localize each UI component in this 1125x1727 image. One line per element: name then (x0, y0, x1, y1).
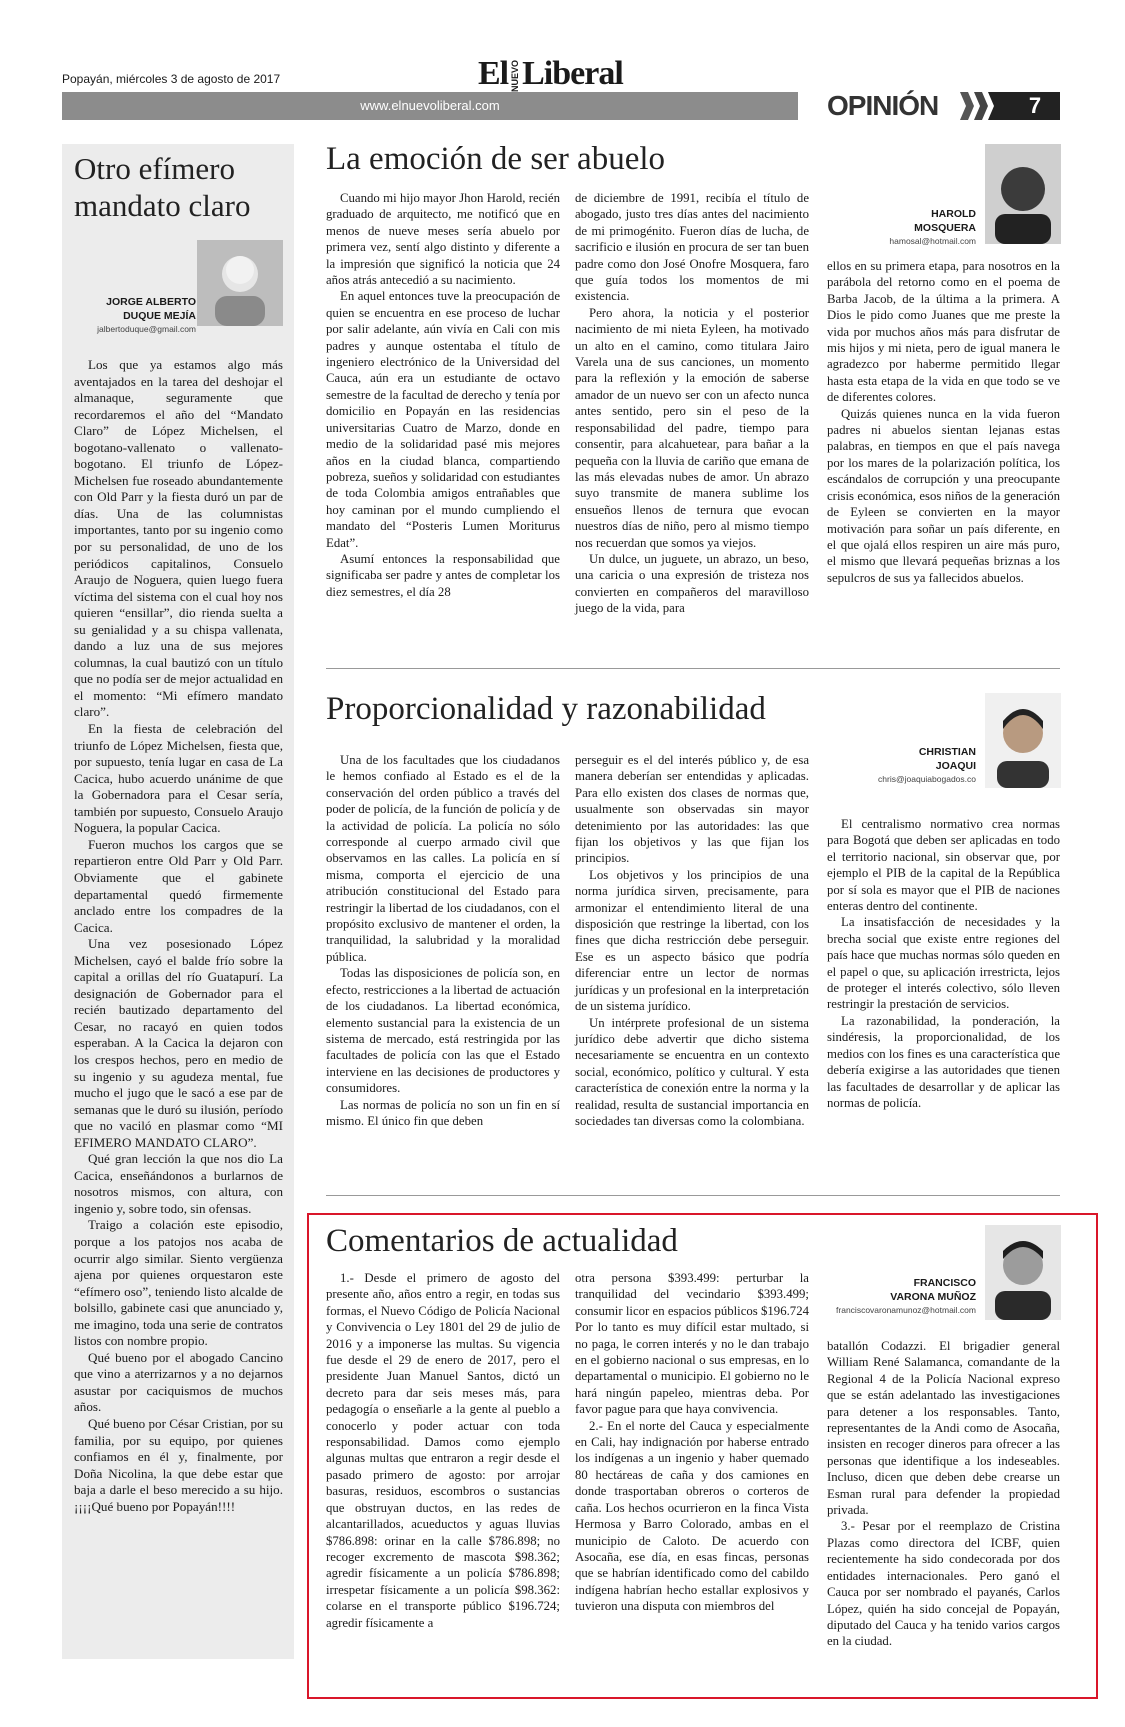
masthead-logo[interactable] (478, 55, 623, 93)
proporcionalidad-col2 (575, 752, 809, 1129)
paragraph: Cuando mi hijo mayor Jhon Harold, recién graduado de arquitecto, me notificó que en menos de nueve meses sería abuelo por primera vez, sentí algo distinto y diferente a la impresión que significó la noticia que 24 años atrás antecedió a su nacimiento. (326, 191, 560, 288)
proporcionalidad-title: Proporcionalidad y razonabilidad (326, 691, 766, 727)
author-photo-duque (197, 240, 283, 326)
abuelo-col3 (827, 258, 1060, 586)
paragraph: Fueron muchos los cargos que se repartieron entre Old Parr y Old Parr. Obviamente que el gabinete departamental quedó firmemente anclado entre los compadres de la Cacica. (74, 836, 283, 935)
author-photo-joaqui (985, 693, 1061, 788)
comentarios-author-email[interactable]: franciscovaronamunoz@hotmail.com (836, 1305, 976, 1315)
left-author-name: JORGE ALBERTO DUQUE MEJÍA (106, 296, 196, 322)
masthead-nuevo: NUEVO (510, 60, 521, 93)
paragraph: En aquel entonces tuve la preocupación de quien se encuentra en ese proceso de luchar por salir adelante, aún vivía en Cali con mis padres y aunque ostentaba el título de ingeniero electrónico de la Universidad del Cauca, aún era un estudiante de octavo semestre de la facultad de derecho y tenía por domicilio en Popayán en las residencias universitarias Cuatro de Marzo, donde en medio de la solidaridad pasé mis mejores años en la ciudad blanca, compartiendo pobreza, sueños y solidaridad con estudiantes de toda Colombia amigos entrañables que hoy caminan por el mundo cumpliendo el mandato del “Posteris Lumen Moriturus Edat”. (326, 289, 560, 550)
header-band (62, 92, 798, 120)
paragraph: Una vez posesionado López Michelsen, cayó el balde frío sobre la capital a orillas del río Guatapurí. La designación de Gobernador para el recién bautizado departamento del Cesar, no racayó en quien todos esperaban. A la Cacica la dejaron con los crespos hechos, pero en medio de su ingenio y su agudeza mental, fue mucho el jugo que le sacó a ese par de semanas que le duró su ilusión, período que no vaciló en plasmar como “MI EFIMERO MANDATO CLARO”. (74, 936, 283, 1150)
paragraph: otra persona $393.499: perturbar la tranquilidad del vecindario $393.499; consumir licor en espacios públicos $196.724 Por lo tanto es muy difícil estar multado, si no paga, le corren interés y no le dan trabajo en el gobierno nacional o sus empresas, en lo departamental o municipio. El gobierno no le hará ningún papeleo, mientras deba. Por favor pague para que haya convivencia. (575, 1271, 809, 1417)
comentarios-col1 (326, 1270, 560, 1631)
paragraph: 1.- Desde el primero de agosto del presente año, años entro a regir, en todas sus formas, el Nuevo Código de Policía Nacional y Convivencia o Ley 1801 del 29 de julio de 2016 y a imponerse las multas. Su vigencia fue desde el 29 de enero de 2017, pero el presidente Juan Manuel Santos, dictó un decreto para dar seis meses más, para pedagogía o enseñarle a la gente al pueblo a conocerlo y poder actuar con toda responsabilidad. Damos como ejemplo algunas multas que entraron a regir desde el pasado primero de agosto: por arrojar basuras, residuos, escombros o sustancias que obstruyan ductos, en las redes de alcantarillados, acueductos y aguas lluvias $786.898: orinar en la calle $786.898; no recoger excremento de mascota $98.362; agredir físicamente a un policía $786.898; irrespetar físicamente a un policía $98.362: colarse en el transporte público $196.724; agredir físicamente a (326, 1271, 560, 1630)
paragraph: Traigo a colación este episodio, porque a los patojos nos acaba de ocurrir algo similar. Siento vergüenza ajena por quienes orquestaron este “efímero oso”, teniendo listo alcalde de bolsillo, gabinete casi que anunciado y, me imagino, toda una serie de contratos listos con nombre propio. (74, 1217, 283, 1349)
header-date: Popayán, miércoles 3 de agosto de 2017 (62, 72, 281, 86)
paragraph: Los que ya estamos algo más aventajados en la tarea del deshojar el almanaque, seguramente que recordaremos el año del “Mandato Claro” de López Michelsen, el bogotano-vallenato o vallenato-bogotano. El triunfo de López-Michelsen fue roseado abundantemente con Old Parr y la fiesta duró un par de días. Una de las columnistas importantes, tanto por su ingenio como por su personalidad, de uno de los periódicos capitalinos, Consuelo Araujo de Noguera, quien luego fuera víctima del sistema con el cual hoy nos quieren “ensillar”, dio rienda suelta a su genialidad y a su chispa vallenata, dando a luz una de sus mejores columnas, la cual bautizó con un título que no podía ser de mejor actualidad en el momento: “Mi efímero mandato claro”. (74, 357, 283, 720)
left-author-email[interactable]: jalbertoduque@gmail.com (97, 324, 196, 334)
comentarios-title: Comentarios de actualidad (326, 1223, 678, 1259)
abuelo-col2 (575, 190, 809, 617)
section-divider (326, 668, 1060, 669)
chevron-decoration-icon (960, 92, 1014, 120)
proporcionalidad-col1 (326, 752, 560, 1129)
paragraph: Pero ahora, la noticia y el posterior nacimiento de mi nieta Eyleen, ha motivado un alto en el camino, como titulara Jairo Varela una de sus canciones, un momento para la reflexión y la emoción de saberse amador de un nuevo ser con un afecto nunca antes sentido, pero sin el peso de la responsabilidad del padre, tiempo para consentir, para alcahuetear, para bañar a la pequeña con la lluvia de cariño que emana de las más elevadas nubes de amor. Un abrazo suyo transmite de manera sublime los ensueños llenos de ternura que evocan nuestros días de niño, pero al mismo tiempo nos recuerdan que somos ya viejos. (575, 305, 809, 550)
paragraph: ellos en su primera etapa, para nosotros en la parábola del retorno como en el poema de Barba Jacob, de la última a la primera. A Dios le pido como Juanes que me preste la vida por muchos años más para disfrutar de mis hijos y mi nieta, pero de igual manera le agradezco por haberme permitido llegar hasta esta etapa de la vida en que todo se ve de diferentes colores. (827, 259, 1060, 405)
site-url[interactable]: www.elnuevoliberal.com (360, 98, 500, 113)
paragraph: Qué bueno por César Cristian, por su familia, por su equipo, por quienes confiamos en él y, finalmente, por Doña Nicolina, la que debe estar que baja a darle el beso merecido a su hijo. ¡¡¡¡Qué bueno por Popayán!!!! (74, 1416, 283, 1514)
abuelo-author-name: HAROLD MOSQUERA (914, 208, 976, 234)
masthead-liberal: Liberal (522, 55, 623, 92)
paragraph: La razonabilidad, la ponderación, la sindéresis, la proporcionalidad, de los medios con los fines es una característica que debería exigirse a las autoridades que tienen las facultades de desarrollar y de aplicar las normas de policía. (827, 1013, 1060, 1110)
left-article-body (74, 357, 283, 1515)
proporcionalidad-author-name: CHRISTIAN JOAQUI (918, 746, 976, 772)
proporcionalidad-col3 (827, 816, 1060, 1111)
paragraph: Asumí entonces la responsabilidad que significaba ser padre y antes de completar los diez semestres, el día 28 (326, 551, 560, 599)
paragraph: Qué bueno por el abogado Cancino que vino a aterrizarnos y a no dejarnos asustar por caciquismos de muchos años. (74, 1349, 283, 1415)
comentarios-author-name: FRANCISCO VARONA MUÑOZ (890, 1277, 976, 1303)
paragraph: 3.- Pesar por el reemplazo de Cristina Plazas como directora del ICBF, quien recientemente ha sido condecorada por dos entidades internacionales. Pero ganó el Cauca por ser nombrado el payanés, Carlos López, quién ha sido concejal de Popayán, diputado del Cauca y ha tenido varios cargos en la ciudad. (827, 1519, 1060, 1649)
paragraph: Un intérprete profesional de un sistema jurídico debe advertir que dicho sistema necesariamente se encuentra en un contexto social, económico, político y cultural. Y esta característica de conexión entre la norma y la realidad, resulta de sustancial importancia en sociedades tan diversas como la colombiana. (575, 1015, 809, 1128)
abuelo-col1 (326, 190, 560, 600)
paragraph: El centralismo normativo crea normas para Bogotá que deben ser aplicadas en todo el territorio nacional, sin observar que, por ejemplo el PIB de la capital de la República por sí sola es mayor que el PIB de naciones enteras dentro del continente. (827, 817, 1060, 914)
section-label: OPINIÓN (827, 90, 939, 121)
paragraph: Las normas de policía no son un fin en sí mismo. El único fin que deben (326, 1097, 560, 1128)
paragraph: Una de los facultades que los ciudadanos le hemos confiado al Estado es el de la conservación del orden público a través del poder de policía, de la función de policía y de la actividad de policía. La policía no sólo corresponde al cuerpo armado civil que observamos en las calles. La policía en sí misma, comporta el ejercicio de una atribución constitucional del Estado para restringir la libertad de los ciudadanos, con el propósito exclusivo de mantener el orden, la tranquilidad, la salubridad y la moralidad pública. (326, 753, 560, 964)
author-photo-varona (985, 1225, 1061, 1320)
paragraph: Todas las disposiciones de policía son, en efecto, restricciones a la libertad de actuación de los ciudadanos. La libertad económica, elemento sustancial para la existencia de un sistema de mercado, está restringida por las facultades de policía con las que el Estado interviene en las decisiones de productores y consumidores. (326, 966, 560, 1096)
paragraph: Los objetivos y los principios de una norma jurídica sirven, precisamente, para armonizar el entendimiento literal de una disposición que restringe la libertad, con los fines que dicha restricción debe perseguir. Ese es un aspecto básico que podría diferenciar entre un lector de normas jurídicas y un profesional en la interpretación de un sistema jurídico. (575, 867, 809, 1014)
page-number: 7 (1010, 92, 1060, 120)
abuelo-title: La emoción de ser abuelo (326, 141, 666, 177)
comentarios-col2 (575, 1270, 809, 1615)
masthead-el: El (478, 55, 509, 92)
paragraph: Qué gran lección la que nos dio La Cacica, enseñándonos a burlarnos de nosotros mismos, con altura, con ingenio y, sobre todo, sin ofensas. (74, 1151, 283, 1216)
paragraph: En la fiesta de celebración del triunfo de López Michelsen, fiesta que, por supuesto, tenía lugar en casa de La Cacica, hubo acuerdo unánime de que la Gobernadora para el Cesar sería, también por supuesto, Consuelo Araujo Noguera, la popular Cacica. (74, 721, 283, 836)
paragraph: perseguir es el del interés público y, de esa manera deberían ser entendidas y aplicadas. Para ello existen dos clases de normas que, usualmente son observadas sin mayor detenimiento por las autoridades: las que fijan los objetivos y las que fijan los principios. (575, 753, 809, 866)
left-article-title: Otro efímero mandato claro (74, 151, 251, 224)
comentarios-col3 (827, 1338, 1060, 1650)
paragraph: batallón Codazzi. El brigadier general William René Salamanca, comandante de la Regional 4 de la Policía Nacional expreso que se están adelantado las investigaciones para detener a los responsables. Tanto, representantes de la Andi como de Asocaña, insisten en recoger dineros para ofrecer a las personas que identifique a los indeseables. Incluso, dicen que deben debe crearse un Esman rural para defender la propiedad privada. (827, 1339, 1060, 1518)
author-photo-mosquera (985, 144, 1061, 244)
section-divider (326, 1195, 1060, 1196)
paragraph: La insatisfacción de necesidades y la brecha social que existe entre regiones del país hace que muchas normas sólo queden en el papel o que, su aplicación irrestricta, lejos de proteger el interés colectivo, sólo lleven restringir la prestación de servicios. (827, 915, 1060, 1012)
paragraph: Quizás quienes nunca en la vida fueron padres ni abuelos sientan lejanas estas palabras, en tiempos en que el país navega por los mares de la polarización política, los escándalos de corrupción y una preocupante crisis económica, esos niños de la generación de Eyleen se convierten en la mayor motivación para soñar un país diferente, en el que ojalá ellos respiren un aire más puro, el mismo que llevará pequeñas briznas a los sepulcros de sus ya fallecidos abuelos. (827, 406, 1060, 585)
paragraph: de diciembre de 1991, recibía el título de abogado, justo tres días antes del nacimiento de mi primogénito. Fueron días de lucha, de sacrificio e ilusión en procura de ser tan buen padre como don José Onofre Mosquera, faro que guía todos los momentos de mi existencia. (575, 191, 809, 304)
proporcionalidad-author-email[interactable]: chris@joaquiabogados.co (878, 774, 976, 784)
abuelo-author-email[interactable]: hamosal@hotmail.com (889, 236, 976, 246)
paragraph: 2.- En el norte del Cauca y especialmente en Cali, hay indignación por haberse entrado los indígenas a un ingenio y haber quemado 80 hectáreas de caña y dos camiones en donde trasportaban obreros o corteros de caña. Los hechos ocurrieron en la finca Vista Hermosa y Barro Colorado, ambas en el municipio de Caloto. De acuerdo con Asocaña, ese día, en esas fincas, personas que se habrían identificado como del cabildo indígena habrían hecho estallar explosivos y tuvieron una disputa con miembros del (575, 1418, 809, 1614)
paragraph: Un dulce, un juguete, un abrazo, un beso, una caricia o una expresión de tristeza nos convierten en compañeros del maravilloso juego de la vida, para (575, 551, 809, 616)
